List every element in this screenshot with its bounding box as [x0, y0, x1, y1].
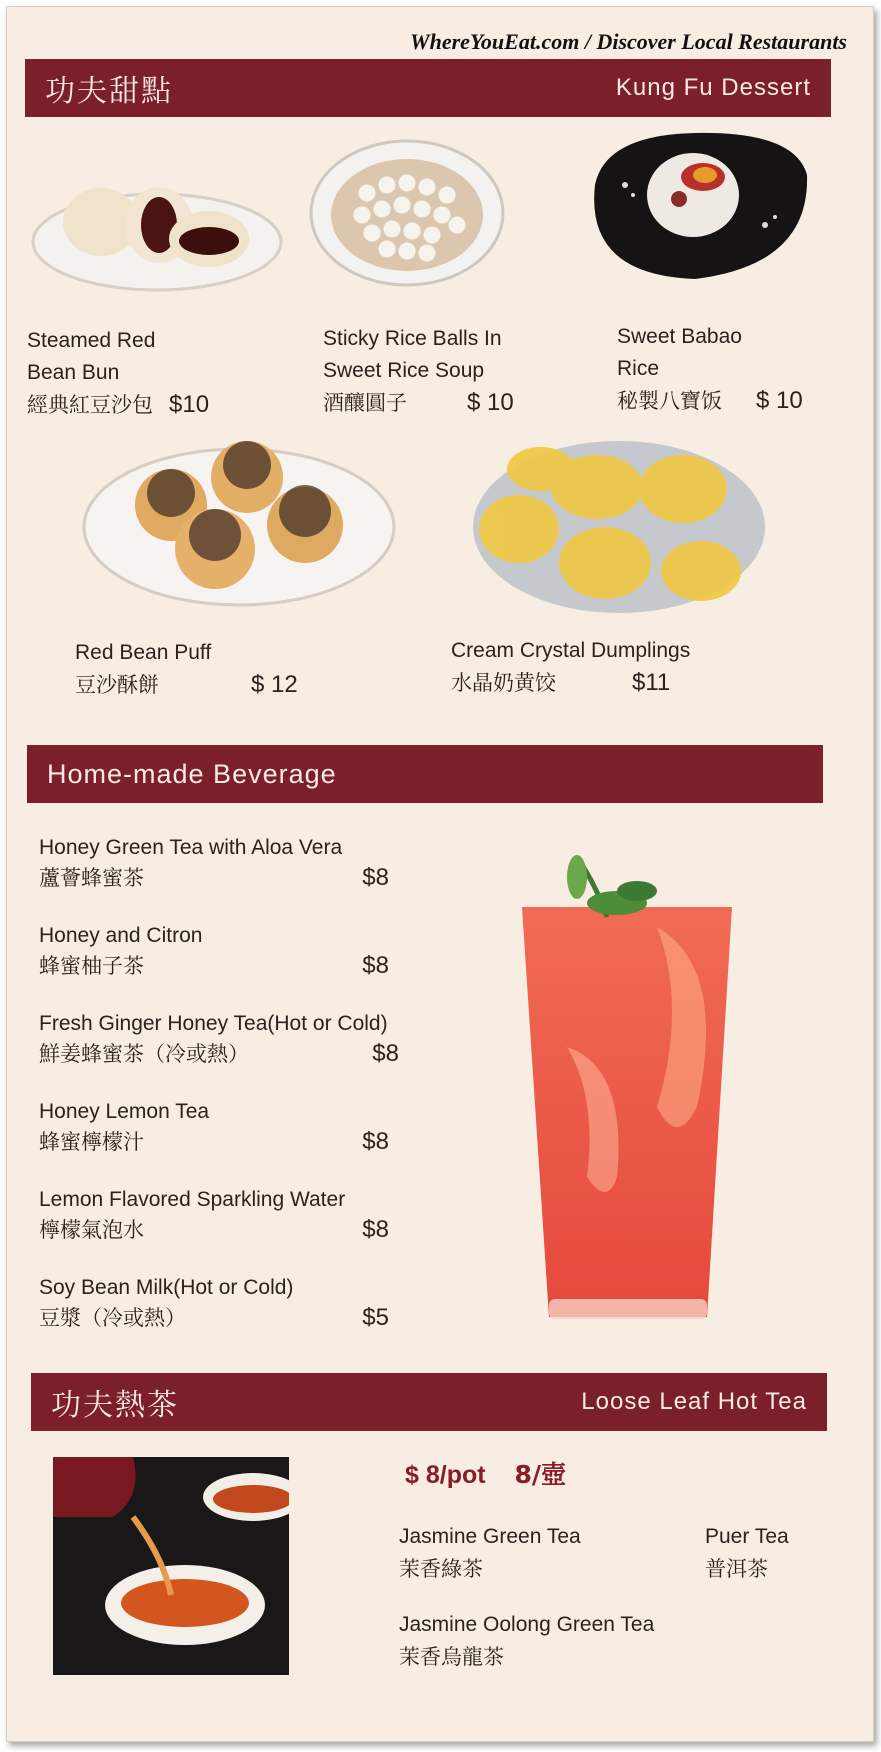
- tea-header: [31, 1373, 827, 1431]
- site-watermark: WhereYouEat.com / Discover Local Restaurants: [410, 29, 847, 54]
- item-name-zh: 豆漿（冷或熱）: [39, 1306, 186, 1330]
- red-bean-puff-photo: [79, 437, 399, 617]
- item-name-en-2: Sweet Rice Soup: [323, 359, 485, 382]
- item-name-en: Puer Tea: [705, 1525, 789, 1548]
- item-name-zh: 豆沙酥餅: [75, 673, 159, 697]
- item-name-zh: 鮮姜蜂蜜茶（冷或熱）: [39, 1042, 249, 1066]
- item-price: $8: [362, 864, 389, 891]
- tea-item-jasmine-green: [399, 1521, 581, 1585]
- beverage-title: Home-made Beverage: [47, 758, 337, 789]
- item-price: $ 10: [756, 387, 803, 414]
- item-name-zh: 水晶奶黄饺: [451, 671, 556, 695]
- beverage-item: [39, 833, 399, 893]
- beverage-item: [39, 921, 399, 981]
- item-name-en: Honey and Citron: [39, 924, 203, 947]
- tea-title-en: Loose Leaf Hot Tea: [581, 1388, 807, 1415]
- item-name-en: Cream Crystal Dumplings: [451, 639, 691, 662]
- item-name-en: Lemon Flavored Sparkling Water: [39, 1188, 346, 1211]
- item-name-zh: 普洱茶: [705, 1557, 768, 1581]
- dessert-item-red-bean-bun: [27, 325, 287, 421]
- dessert-title-en: Kung Fu Dessert: [615, 74, 811, 101]
- babao-rice-photo: [585, 125, 815, 285]
- dessert-title-zh: 功夫甜點: [45, 74, 173, 109]
- beverage-item: [39, 1009, 449, 1069]
- crystal-dumplings-photo: [469, 437, 769, 617]
- item-price: $ 12: [251, 671, 298, 698]
- tea-price: [405, 1459, 566, 1491]
- item-name-zh: 秘製八寶饭: [617, 389, 722, 413]
- item-name-zh: 酒釀圓子: [323, 391, 407, 415]
- tea-item-puer: [705, 1521, 789, 1585]
- tea-price-zh: 8/壺: [514, 1460, 567, 1489]
- item-name-zh: 蜂蜜柚子茶: [39, 954, 144, 978]
- item-name-zh: 蜂蜜檸檬汁: [39, 1130, 144, 1154]
- red-bean-bun-photo: [29, 167, 289, 297]
- iced-drink-photo: [507, 847, 747, 1337]
- item-name-zh: 茉香綠茶: [399, 1557, 483, 1581]
- item-price: $5: [362, 1304, 389, 1331]
- item-name-en: Red Bean Puff: [75, 641, 212, 664]
- item-name-en: Steamed Red: [27, 329, 156, 352]
- hot-tea-photo: [53, 1457, 289, 1675]
- item-name-en: Sticky Rice Balls In: [323, 327, 502, 350]
- item-name-en: Soy Bean Milk(Hot or Cold): [39, 1276, 294, 1299]
- item-name-en: Sweet Babao: [617, 325, 742, 348]
- item-name-en: Jasmine Green Tea: [399, 1525, 581, 1548]
- item-name-en-2: Rice: [617, 357, 660, 380]
- item-name-en: Honey Lemon Tea: [39, 1100, 210, 1123]
- tea-title-zh: 功夫熱茶: [51, 1388, 179, 1423]
- dessert-header: [25, 59, 831, 117]
- dessert-item-crystal-dumplings: [451, 635, 791, 699]
- dessert-item-rice-balls: [323, 323, 583, 419]
- item-price: $8: [362, 1128, 389, 1155]
- rice-balls-soup-photo: [307, 133, 507, 293]
- item-price: $ 10: [467, 389, 514, 416]
- item-price: $10: [169, 391, 210, 418]
- tea-item-jasmine-oolong: [399, 1609, 654, 1673]
- dessert-item-babao-rice: [617, 321, 867, 417]
- dessert-item-red-bean-puff: [75, 637, 355, 701]
- item-name-zh: 蘆薈蜂蜜茶: [39, 866, 144, 890]
- item-name-zh: 經典紅豆沙包: [27, 393, 153, 417]
- beverage-item: [39, 1185, 399, 1245]
- item-price: $8: [372, 1040, 399, 1067]
- item-price: $11: [632, 669, 671, 696]
- tea-price-en: $ 8/pot: [405, 1461, 486, 1489]
- item-name-en-2: Bean Bun: [27, 361, 120, 384]
- item-name-en: Jasmine Oolong Green Tea: [399, 1613, 655, 1636]
- item-name-en: Fresh Ginger Honey Tea(Hot or Cold): [39, 1012, 388, 1035]
- item-name-zh: 茉香烏龍茶: [399, 1645, 504, 1669]
- item-name-zh: 檸檬氣泡水: [39, 1218, 144, 1242]
- beverage-header: [27, 745, 823, 803]
- beverage-item: [39, 1097, 399, 1157]
- item-price: $8: [362, 952, 389, 979]
- item-name-en: Honey Green Tea with Aloa Vera: [39, 836, 343, 859]
- menu-page: [6, 6, 874, 1742]
- item-price: $8: [362, 1216, 389, 1243]
- beverage-item: [39, 1273, 399, 1333]
